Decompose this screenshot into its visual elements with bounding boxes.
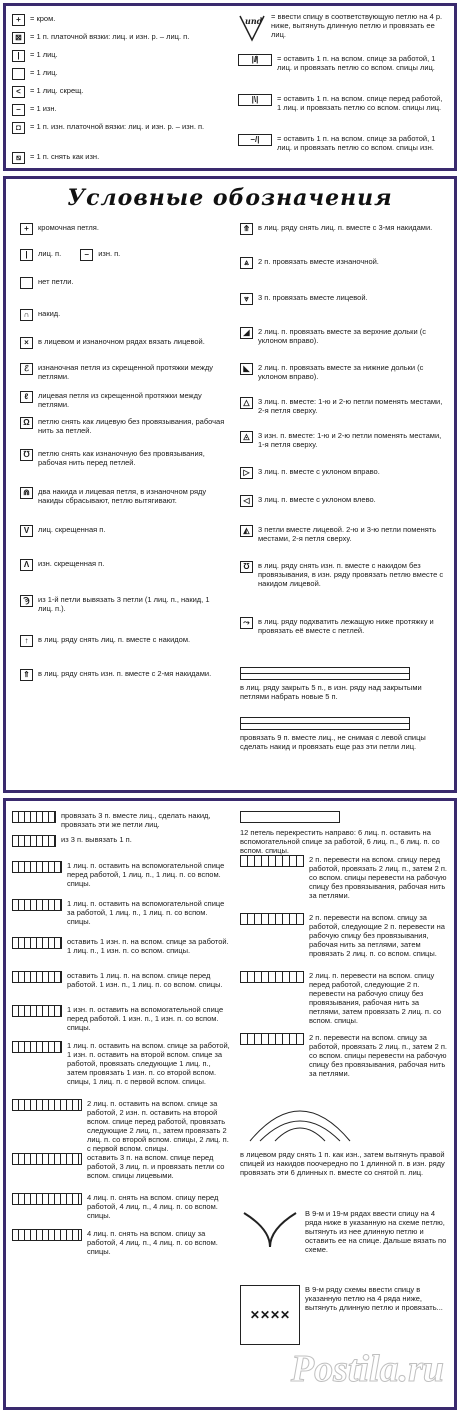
cable-8-right-icon	[12, 1193, 82, 1205]
arch-icon: ∩	[20, 309, 33, 321]
legend-item	[240, 913, 448, 958]
legend-text: = оставить 1 п. на вспом. спице за работой, 1 лиц. и провязать петлю со вспом. спицы лиц.	[277, 54, 436, 72]
empty-box-icon	[20, 277, 33, 289]
legend-text: 2 лиц. п. оставить на вспом. спице за работой, 2 изн. п. оставить на второй вспом. спице перед работой, провязать следующие 2 лиц. п., затем провязать 2 лиц. п. со второй вспом. спицы, 2 лиц. п. с первой вспом. спицы.	[87, 1099, 229, 1153]
legend-text: = 1 лиц.	[30, 68, 58, 77]
v-box-icon: V	[20, 525, 33, 537]
cross-box-icon: ⊠	[12, 32, 25, 44]
legend-text: 3 п. провязать вместе лицевой.	[258, 293, 368, 302]
legend-text: оставить 1 лиц. п. на вспом. спице перед работой. 1 изн. п., 1 лиц. п. со вспом. спицы.	[67, 971, 223, 989]
legend-text: изнаночная петля из скрещенной протяжки между петлями.	[38, 363, 213, 381]
legend-text: 2 лиц. п. провязать вместе за нижние дольки (с уклоном вправо).	[258, 363, 424, 381]
slip-yarn-icon: Ʊ	[240, 561, 253, 573]
inverted-v-box-icon: Λ	[20, 559, 33, 571]
legend-item	[240, 717, 448, 751]
bar-box-icon: |	[12, 50, 25, 62]
cable-12-icon	[240, 811, 340, 823]
legend-text: петлю снять как лицевую без провязывания, рабочая нить за петлей.	[38, 417, 225, 435]
less-than-box-icon: <	[12, 86, 25, 98]
legend-item	[240, 257, 448, 269]
legend-column-right	[238, 6, 450, 168]
left-slant-icon: ◣	[240, 363, 253, 375]
cable-left-icon: |/̸|	[238, 54, 272, 66]
twisted-knit-icon: ℓ	[20, 391, 33, 403]
legend-item	[240, 1033, 448, 1078]
legend-text: = оставить 1 п. на вспом. спице перед работой, 1 лиц. и провязать петлю со вспом. спицы лиц.	[277, 94, 443, 112]
legend-text: 2 лиц. п. провязать вместе за верхние дольки (с уклоном вправо).	[258, 327, 426, 345]
legend-panel-top	[3, 3, 457, 171]
legend-item	[20, 309, 225, 321]
slip-knit-icon: Ω	[20, 417, 33, 429]
legend-item	[12, 971, 230, 989]
empty-box-icon	[12, 68, 25, 80]
legend-item	[12, 1229, 230, 1256]
legend-text: 2 п. перевести на вспом. спицу за работой, следующие 2 п. перевести на рабочую спицу без провязывания, рабочая нить за петлями, затем провязать 2 лиц. п. со вспом. спицы.	[309, 913, 445, 958]
legend-text: = ввести спицу в соответствующую петлю на 4 р. ниже, вытянуть длинную петлю и провязать ее лиц.	[271, 12, 443, 39]
legend-item	[240, 855, 448, 900]
legend-text: изн. п.	[98, 249, 121, 258]
legend-text: нет петли.	[38, 277, 74, 286]
slash-box-icon: ⧅	[12, 152, 25, 164]
legend-text: 3 лиц. п. вместе с уклоном вправо.	[258, 467, 380, 476]
long-loop-icon	[240, 1209, 300, 1249]
legend-text: в лицевом ряду снять 1 п. как изн., затем вытянуть правой спицей из накидов поочередно по 1 длинной п. в изн. ряду провязать эти 6 длинных п. вместе со снятой п. лиц.	[240, 1150, 445, 1177]
legend-text: 3 изн. п. вместе: 1-ю и 2-ю петли поменять местами, 1-я петля сверху.	[258, 431, 442, 449]
legend-item	[240, 363, 448, 381]
plus-icon: +	[20, 223, 33, 235]
legend-item	[12, 861, 230, 888]
elongated-loops-icon	[240, 1101, 360, 1145]
legend-item	[12, 32, 189, 44]
legend-item	[240, 525, 448, 543]
legend-text: 1 лиц. п. оставить на вспомогательной спице за работой, 1 лиц. п., 1 лиц. п. со вспом. спицы.	[67, 899, 225, 926]
legend-item	[240, 811, 448, 855]
legend-text: петлю снять как изнаночную без провязывания, рабочая нить перед петлей.	[38, 449, 205, 467]
legend-item	[12, 1005, 230, 1032]
legend-item	[240, 1285, 448, 1345]
legend-text: из 3 п. вывязать 1 п.	[61, 835, 132, 844]
legend-item	[240, 1101, 448, 1177]
legend-item	[12, 50, 58, 62]
legend-text: в лиц. ряду закрыть 5 п., в изн. ряду над закрытыми петлями набрать новые 5 п.	[240, 683, 422, 701]
legend-text: = 1 п. изн. платочной вязки: лиц. и изн. р. – изн. п.	[30, 122, 205, 131]
legend-item	[240, 223, 448, 235]
legend-text: 4 лиц. п. снять на вспом. спицу за работой, 4 лиц. п., 4 лиц. п. со вспом. спицы.	[87, 1229, 218, 1256]
legend-text: в лицевом и изнаночном рядах вязать лицевой.	[38, 337, 205, 346]
legend-text: 1 лиц. п. оставить на вспомогательной спице перед работой, 1 лиц. п., 1 лиц. п. со вспом. спицы.	[67, 861, 225, 888]
triangle-down-icon: ⩔	[240, 293, 253, 305]
right-triangle-icon: ▷	[240, 467, 253, 479]
legend-text: 3 петли вместе лицевой. 2-ю и 3-ю петли поменять местами, 2-я петля сверху.	[258, 525, 437, 543]
legend-item	[20, 417, 225, 435]
legend-item	[20, 525, 225, 537]
bold-triangle-icon: ◭	[240, 525, 253, 537]
legend-text: В 9-м ряду схемы ввести спицу в указанную петлю на 4 ряда ниже, вытянуть длинную петлю и провязать...	[305, 1285, 443, 1312]
legend-item	[240, 397, 448, 415]
legend-text: 2 п. перевести на вспом. спицу за работой, провязать 2 лиц. п., затем 2 п. со вспом. спицы перевести на рабочую спицу без провязывания, рабочая нить за петлями.	[309, 1033, 447, 1078]
delta-shaded-icon: ◬	[240, 431, 253, 443]
legend-item	[240, 1209, 448, 1254]
cable-right-icon: |\|	[238, 94, 272, 106]
cable-4-icon	[12, 1099, 82, 1111]
legend-text: оставить 1 изн. п. на вспом. спице за работой. 1 лиц. п., 1 изн. п. со вспом. спицы.	[67, 937, 229, 955]
cross-box-icon: ×	[20, 337, 33, 349]
cable-8-left-icon	[12, 1229, 82, 1241]
legend-item	[12, 14, 55, 26]
legend-text: в лиц. ряду снять изн. п. вместе с накидом без провязывания, в изн. ряду провязать петлю вместе с накидом лицевой.	[258, 561, 444, 588]
legend-item	[20, 277, 225, 289]
legend-item	[12, 104, 57, 116]
cable-slip-2c-icon	[240, 971, 304, 983]
cable-3-icon	[12, 1041, 62, 1053]
legend-text: = кром.	[30, 14, 56, 23]
circle-box-icon: ◘	[12, 122, 25, 134]
legend-column-left	[12, 6, 227, 168]
legend-item	[238, 94, 446, 112]
legend-item	[20, 595, 225, 613]
legend-item	[240, 617, 448, 635]
legend-text: лиц. п.	[38, 249, 62, 258]
arrow-up-icon: ↑	[20, 635, 33, 647]
twisted-purl-icon: ℰ	[20, 363, 33, 375]
cable-purl-icon: –/|	[238, 134, 272, 146]
watermark: Postila.ru	[290, 1348, 444, 1391]
legend-text: В 9-м и 19-м рядах ввести спицу на 4 ряда ниже в указанную на схеме петлю, вытянуть из нее длинную петлю и оставить ее на спице. Дальше вязать по схеме.	[305, 1209, 447, 1254]
legend-item	[12, 811, 230, 829]
cable-slip-2d-icon	[240, 1033, 304, 1045]
legend-panel-bottom	[3, 798, 457, 1410]
legend-text: провязать 9 п. вместе лиц., не снимая с левой спицы сделать накид и провязать еще раз эти петли лиц.	[240, 733, 426, 751]
legend-item	[12, 937, 230, 955]
nine-stitch-icon	[240, 717, 410, 730]
legend-text: оставить 3 п. на вспом. спице перед работой, 3 лиц. п. и провязать петли со вспом. спицы лицевыми.	[87, 1153, 225, 1180]
legend-item	[20, 249, 225, 261]
legend-column-left	[20, 219, 230, 790]
legend-item	[12, 1041, 230, 1086]
cable-purl-left-icon	[12, 937, 62, 949]
cable-1x2-left-icon	[12, 899, 62, 911]
legend-item	[12, 1193, 230, 1220]
legend-text: в лиц. ряду снять изн. п. вместе с 2-мя накидами.	[38, 669, 212, 678]
legend-item	[12, 835, 230, 847]
legend-text: изн. скрещенная п.	[38, 559, 105, 568]
legend-text: лиц. скрещенная п.	[38, 525, 106, 534]
legend-text: 2 п. перевести на вспом. спицу перед работой, провязать 2 лиц. п., затем 2 п. со вспом. спицы перевести на рабочую спицу без провязывания, рабочая нить за петлями.	[309, 855, 447, 900]
legend-item	[240, 467, 448, 479]
legend-item	[240, 667, 448, 701]
delta-icon: △	[240, 397, 253, 409]
legend-text: 12 петель перекрестить направо: 6 лиц. п. оставить на вспомогательной спице за работой, 6 лиц. п., 6 лиц. п. со вспом. спицы.	[240, 828, 440, 855]
cable-slip-2b-icon	[240, 913, 304, 925]
legend-item	[240, 327, 448, 345]
legend-item	[20, 487, 225, 505]
dash-box-icon: –	[80, 249, 93, 261]
legend-column-right	[240, 809, 452, 1407]
legend-column-right	[240, 219, 452, 790]
cross-grid-icon: ✕✕✕✕	[240, 1285, 300, 1345]
legend-item	[12, 1099, 230, 1153]
plus-icon: +	[12, 14, 25, 26]
three-from-one-icon: Ϡ	[20, 595, 33, 607]
legend-item	[238, 12, 446, 42]
legend-text: 3 лиц. п. вместе с уклоном влево.	[258, 495, 376, 504]
legend-text: 4 лиц. п. снять на вспом. спицу перед работой, 4 лиц. п., 4 лиц. п. со вспом. спицы.	[87, 1193, 219, 1220]
bind-off-icon	[240, 667, 410, 680]
cable-1x2-right-icon	[12, 861, 62, 873]
legend-text: = 1 п. снять как изн.	[30, 152, 100, 161]
lift-stitch-icon: ⤳	[240, 617, 253, 629]
legend-item	[240, 293, 448, 305]
legend-item	[240, 971, 448, 1025]
legend-panel-middle	[3, 176, 457, 793]
legend-text: провязать 3 п. вместе лиц., сделать накид, провязать эти же петли лиц.	[61, 811, 211, 829]
legend-text: в лиц. ряду снять лиц. п. вместе с 3-мя накидами.	[258, 223, 433, 232]
legend-item	[12, 86, 83, 98]
legend-text: 1 изн. п. оставить на вспомогательной спице перед работой. 1 изн. п., 1 изн. п. со вспом. спицы.	[67, 1005, 224, 1032]
dash-box-icon: –	[12, 104, 25, 116]
cable-purl-right-icon	[12, 971, 62, 983]
legend-item	[20, 337, 225, 349]
slip-purl-icon: ℧	[20, 449, 33, 461]
legend-item	[20, 363, 225, 381]
legend-text: = 1 лиц.	[30, 50, 58, 59]
page-title: Условные обозначения	[67, 185, 393, 211]
legend-text: 1 лиц. п. оставить на вспом. спице за работой, 1 изн. п. оставить на второй вспом. спице за работой, провязать следующие 1 лиц. п., затем провязать 1 изн. п. со второй вспом. спицы, 1 лиц. п. с первой вспом. спицы.	[67, 1041, 230, 1086]
legend-text: в лиц. ряду подхватить лежащую ниже протяжку и провязать её вместе с петлей.	[258, 617, 434, 635]
legend-text: 3 лиц. п. вместе: 1-ю и 2-ю петли поменять местами, 2-я петля сверху.	[258, 397, 443, 415]
legend-text: из 1-й петли вывязать 3 петли (1 лиц. п., накид, 1 лиц. п.).	[38, 595, 210, 613]
three-from-three-icon	[12, 835, 56, 847]
left-triangle-icon: ◁	[240, 495, 253, 507]
legend-item	[240, 495, 448, 507]
legend-item	[20, 391, 225, 409]
legend-text: = 1 изн.	[30, 104, 57, 113]
legend-text: лицевая петля из скрещенной протяжки между петлями.	[38, 391, 202, 409]
legend-text: в лиц. ряду снять лиц. п. вместе с накидом.	[38, 635, 191, 644]
legend-item	[238, 54, 446, 72]
legend-item	[240, 431, 448, 449]
legend-item	[12, 1153, 230, 1180]
double-yarn-icon: ⋒	[20, 487, 33, 499]
legend-item	[240, 561, 448, 588]
arrow-up-double-icon: ⇑	[20, 669, 33, 681]
legend-text: накид.	[38, 309, 61, 318]
bar-box-icon: |	[20, 249, 33, 261]
cable-mixed-icon	[12, 1005, 62, 1017]
legend-item	[238, 134, 446, 152]
three-together-icon	[12, 811, 56, 823]
cable-slip-2-icon	[240, 855, 304, 867]
cable-6-icon	[12, 1153, 82, 1165]
legend-text: два накида и лицевая петля, в изнаночном ряду накиды сбрасывают, петлю вытягивают.	[38, 487, 207, 505]
legend-text: = 1 п. платочной вязки: лиц. и изн. р. – лиц. п.	[30, 32, 190, 41]
legend-item	[20, 559, 225, 571]
legend-item	[12, 152, 99, 164]
svg-text:und: und	[245, 16, 263, 26]
legend-item	[12, 122, 217, 134]
legend-text: = оставить 1 п. на вспом. спице за работой, 1 лиц. и провязать петлю со вспом. спицы изн.	[277, 134, 436, 152]
legend-text: 2 лиц. п. перевести на вспом. спицу перед работой, следующие 2 п. перевести на рабочую спицу без провязывания, рабочая нить за петлями, затем провязать 2 лиц. п. со вспом. спицы.	[309, 971, 442, 1025]
arrow-up-triple-icon: ⤊	[240, 223, 253, 235]
und-needle-icon	[238, 12, 266, 42]
legend-item	[12, 899, 230, 926]
legend-item	[20, 635, 225, 647]
right-slant-icon: ◢	[240, 327, 253, 339]
legend-item	[12, 68, 58, 80]
legend-text: 2 п. провязать вместе изнаночной.	[258, 257, 379, 266]
legend-item	[20, 223, 225, 235]
legend-text: = 1 лиц. скрещ.	[30, 86, 84, 95]
legend-column-left	[12, 809, 234, 1407]
legend-text: кромочная петля.	[38, 223, 99, 232]
legend-item	[20, 669, 225, 681]
legend-item	[20, 449, 225, 467]
triangle-up-purl-icon: ⩓	[240, 257, 253, 269]
